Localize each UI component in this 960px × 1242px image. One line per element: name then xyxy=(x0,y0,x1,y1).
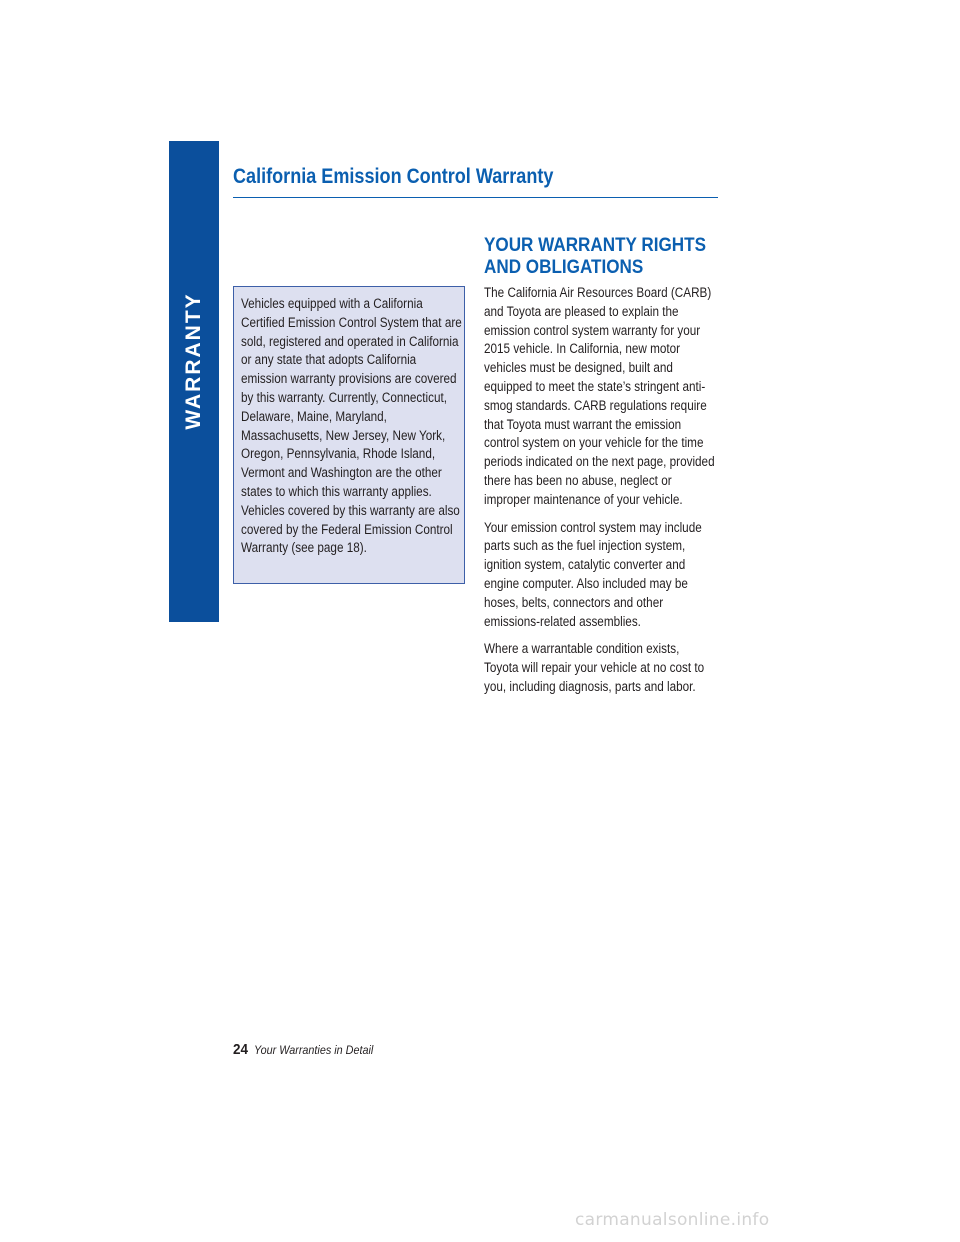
callout-text: Vehicles equipped with a California Certified Emission Control System that are sold, registered and operated in California or any state that adopts California emission warranty provisions are covered by this warranty. Currently, Connecticut, Delaware, Maine, Maryland, Massachusetts, New Jersey, New York, Oregon, Pennsylvania, Rhode Island, Vermont and Washington are the other states to which this warranty applies. Vehicles covered by this warranty are also covered by the Federal Emission Control Warranty (see page 18). xyxy=(241,296,462,556)
section-side-tab xyxy=(169,141,219,622)
watermark-text: carmanualsonline.info xyxy=(575,1210,770,1230)
page-number: 24 xyxy=(233,1041,249,1058)
side-tab-label: WARRANTY xyxy=(182,292,205,430)
page-footer xyxy=(233,1041,386,1059)
page-title: California Emission Control Warranty xyxy=(233,165,554,188)
body-column xyxy=(484,284,717,706)
title-divider xyxy=(233,197,718,198)
body-paragraph-3: Where a warrantable condition exists, Toyota will repair your vehicle at no cost to you, including diagnosis, parts and labor. xyxy=(484,641,705,694)
body-paragraph-1: The California Air Resources Board (CARB) and Toyota are pleased to explain the emission control system warranty for your 2015 vehicle. In California, new motor vehicles must be designed, built and equipped to meet the state’s stringent anti-smog standards. CARB regulations require that Toyota must warrant the emission control system on your vehicle for the time periods indicated on the next page, provided there has been no abuse, neglect or improper maintenance of your vehicle. xyxy=(484,285,715,507)
section-heading: YOUR WARRANTY RIGHTS AND OBLIGATIONS xyxy=(484,235,707,278)
footer-label: Your Warranties in Detail xyxy=(253,1043,373,1057)
body-paragraph-2: Your emission control system may include parts such as the fuel injection system, ignition system, catalytic converter and engine computer. Also included may be hoses, belts, connectors and other emissions-related assemblies. xyxy=(484,519,702,629)
callout-box xyxy=(233,286,465,584)
